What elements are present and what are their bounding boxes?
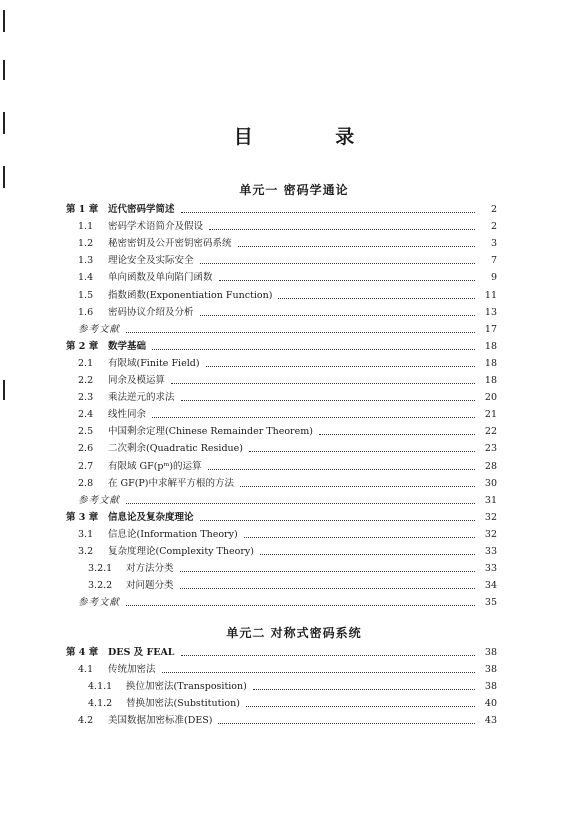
dot-leader [180,570,475,572]
toc-entry-title: 指数函数(Exponentiation Function) [108,289,273,301]
toc-entry [0,455,497,472]
page-edge-mark [3,10,5,32]
dot-leader [200,519,475,521]
toc-entry-page: 18 [484,340,497,352]
toc-entry [0,421,497,438]
toc-entry-number: 4.2 [78,715,94,727]
dot-leader [208,468,475,470]
toc-entry [0,284,497,301]
toc-entry-title: 替换加密法(Substitution) [126,698,240,710]
toc-entry [0,302,497,319]
toc-entry-number: 第 3 章 [66,511,99,523]
toc-entry-number: 2.3 [78,392,94,404]
toc-entry-number: 1.3 [78,255,94,267]
toc-entry-title: 同余及模运算 [108,375,166,387]
toc-entry-number: 2.4 [78,409,94,421]
dot-leader [278,297,475,299]
toc-entry-page: 23 [484,443,497,455]
dot-leader [200,262,475,264]
toc-entry-number: 1.5 [78,289,94,301]
toc-entry [0,693,497,710]
toc-entry-page: 21 [484,409,497,421]
toc-entry-title: 对方法分类 [126,563,174,575]
dot-leader [162,671,475,673]
unit-heading: 单元二 对称式密码系统 [226,626,362,640]
toc-entry [0,676,497,693]
dot-leader [238,245,475,247]
toc-entry-title: 秘密密钥及公开密钥密码系统 [108,238,232,250]
toc-entry [0,199,497,216]
toc-entry-number: 2.2 [78,375,94,387]
toc-entry-title: 参考文献 [78,494,121,506]
dot-leader [206,365,475,367]
toc-entry-page: 7 [490,255,497,267]
toc-entry-page: 32 [484,528,497,540]
toc-entry-page: 33 [484,545,497,557]
toc-entry-title: 中国剩余定理(Chinese Remainder Theorem) [108,426,313,438]
toc-entry [0,267,497,284]
toc-entry-number: 4.1.2 [88,698,113,710]
dot-leader [126,604,475,606]
toc-entry-number: 第 1 章 [66,204,99,216]
toc-entry [0,336,497,353]
toc-entry-number: 1.1 [78,221,94,233]
toc-entry-title: 二次剩余(Quadratic Residue) [108,443,243,455]
toc-entry-title: 密码学术语简介及假设 [108,221,204,233]
dot-leader [181,654,476,656]
toc-entry-title: 传统加密法 [108,664,156,676]
toc-entry [0,473,497,490]
toc-entry [0,558,497,575]
toc-list [0,199,588,609]
toc-entry [0,250,497,267]
dot-leader [253,688,475,690]
toc-entry-title: 有限域(Finite Field) [108,357,200,369]
dot-leader [249,450,475,452]
dot-leader [240,485,475,487]
toc-entry [0,319,497,336]
toc-entry-number: 3.2 [78,545,94,557]
toc-entry-title: 单向函数及单向陷门函数 [108,272,213,284]
toc-entry-number: 3.1 [78,528,94,540]
page-title: 目 录 [233,126,393,148]
toc-entry [0,710,497,727]
toc-entry-number: 2.6 [78,443,94,455]
toc-entry-title: 数学基础 [108,340,147,352]
toc-entry-number: 1.6 [78,306,94,318]
toc-entry-title: 复杂度理论(Complexity Theory) [108,545,254,557]
dot-leader [180,587,475,589]
toc-entry-title: 在 GF(P)中求解平方根的方法 [108,477,235,489]
dot-leader [260,553,475,555]
toc-entry [0,524,497,541]
toc-entry [0,507,497,524]
toc-entry-number: 2.1 [78,357,94,369]
dot-leader [219,279,475,281]
toc-entry-title: 对问题分类 [126,580,174,592]
toc-entry-page: 20 [484,392,497,404]
toc-entry-page: 17 [484,323,497,335]
toc-entry-page: 18 [484,357,497,369]
dot-leader [171,382,475,384]
toc-entry [0,490,497,507]
toc-entry-number: 第 2 章 [66,340,99,352]
toc-entry-page: 38 [484,647,497,659]
toc-entry-page: 34 [484,580,497,592]
dot-leader [319,433,475,435]
toc-entry [0,370,497,387]
toc-entry-number: 3.2.2 [88,580,113,592]
toc-entry-number: 4.1 [78,664,94,676]
toc-entry-title: 近代密码学简述 [108,204,175,216]
toc-entry-page: 13 [484,306,497,318]
toc-entry-page: 2 [490,204,497,216]
dot-leader [181,399,475,401]
toc-entry-number: 4.1.1 [88,681,113,693]
dot-leader [246,705,475,707]
dot-leader [181,211,475,213]
toc-entry-title: 有限域 GF(pᵐ)的运算 [108,460,202,472]
toc-entry-page: 32 [484,511,497,523]
toc-entry-title: 信息论及复杂度理论 [108,511,194,523]
toc-entry-title: 信息论(Information Theory) [108,528,238,540]
toc-entry [0,233,497,250]
toc-entry-page: 38 [484,681,497,693]
dot-leader [152,348,475,350]
toc-entry [0,592,497,609]
dot-leader [244,536,475,538]
dot-leader [126,331,475,333]
dot-leader [218,722,475,724]
toc-entry [0,541,497,558]
toc-entry-title: 乘法逆元的求法 [108,392,175,404]
toc-entry-number: 1.2 [78,238,94,250]
toc-entry-title: DES 及 FEAL [108,647,175,659]
dot-leader [200,314,475,316]
toc-entry [0,575,497,592]
toc-entry-page: 33 [484,563,497,575]
dot-leader [209,228,475,230]
toc-entry-title: 参考文献 [78,597,121,609]
page-edge-mark [3,60,5,80]
toc-entry-page: 18 [484,375,497,387]
toc-entry-title: 密码协议介绍及分析 [108,306,194,318]
toc-entry-page: 43 [484,715,497,727]
toc-entry-page: 11 [484,289,497,301]
toc-entry [0,438,497,455]
toc-entry-page: 30 [484,477,497,489]
toc-entry-title: 换位加密法(Transposition) [126,681,247,693]
toc-entry-page: 3 [490,238,497,250]
toc-entry-number: 2.8 [78,477,94,489]
dot-leader [152,416,475,418]
toc-entry-number: 3.2.1 [88,563,113,575]
toc-entry-page: 2 [490,221,497,233]
toc-entry [0,404,497,421]
toc-entry-number: 2.7 [78,460,94,472]
toc-entry-page: 40 [484,698,497,710]
toc-entry-number: 1.4 [78,272,94,284]
toc-entry-page: 38 [484,664,497,676]
dot-leader [126,502,475,504]
toc-entry-title: 理论安全及实际安全 [108,255,194,267]
toc-entry-title: 美国数据加密标准(DES) [108,715,213,727]
toc-entry [0,659,497,676]
toc-entry-number: 第 4 章 [66,647,99,659]
toc-entry-title: 参考文献 [78,323,121,335]
toc-entry-page: 28 [484,460,497,472]
toc-entry-title: 线性同余 [108,409,147,421]
toc-entry-page: 22 [484,426,497,438]
unit-heading: 单元一 密码学通论 [239,183,349,197]
toc-entry [0,387,497,404]
toc-entry [0,642,497,659]
toc-entry-number: 2.5 [78,426,94,438]
toc-list [0,642,588,727]
toc-entry-page: 35 [484,597,497,609]
toc-entry-page: 31 [484,494,497,506]
toc-entry [0,216,497,233]
toc-entry-page: 9 [490,272,497,284]
toc-entry [0,353,497,370]
